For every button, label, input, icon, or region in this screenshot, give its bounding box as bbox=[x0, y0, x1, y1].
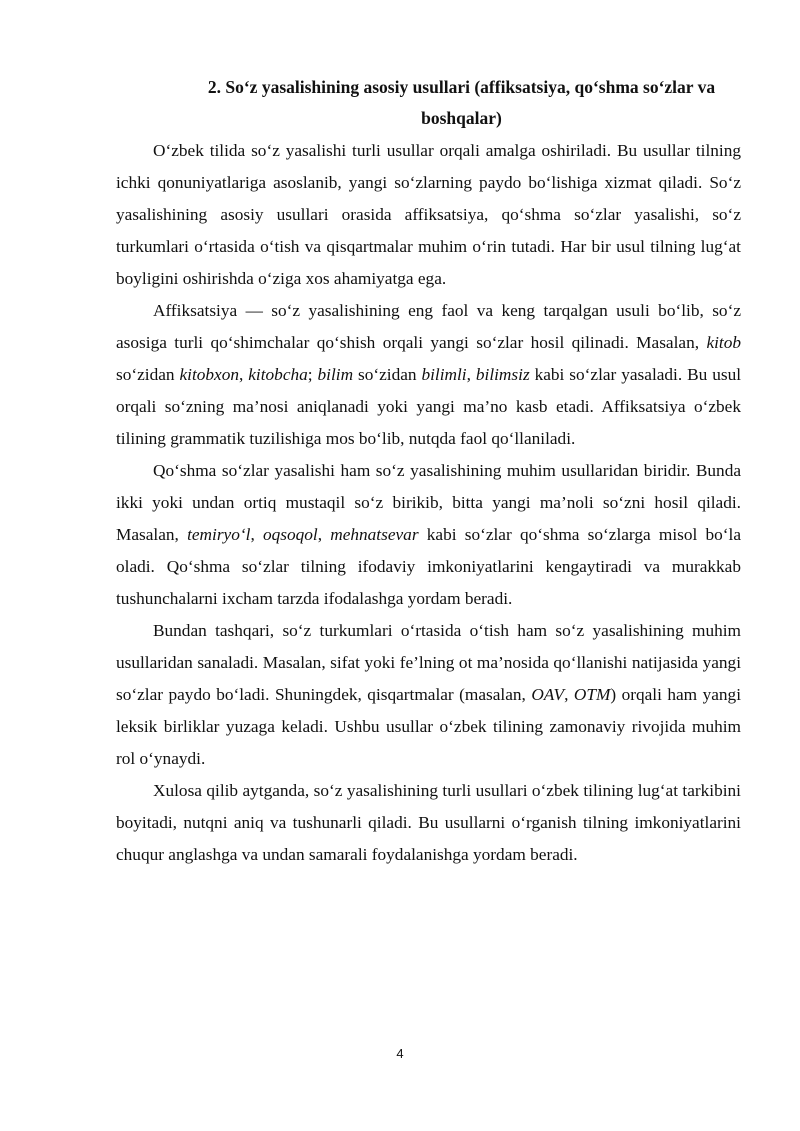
text-run: Affiksatsiya — so‘z yasalishining eng faol va keng tarqalgan usuli bo‘lib, so‘z asosiga turli qo‘shimchalar qo‘shish orqali yangi so‘zlar hosil qilinadi. Masalan, bbox=[116, 301, 741, 352]
page-content bbox=[116, 72, 741, 871]
text-run: , bbox=[239, 365, 249, 384]
example-word: temiryo‘l bbox=[187, 525, 251, 544]
paragraph-compound-words bbox=[116, 455, 741, 615]
text-run: ) orqali ham yangi leksik birliklar yuzaga keladi. Ushbu usullar o‘zbek tilining zamonaviy rivojida muhim rol o‘ynaydi. bbox=[116, 685, 741, 768]
example-word: bilimsiz bbox=[475, 365, 530, 384]
text-run: kabi so‘zlar qo‘shma so‘zlarga misol bo‘la oladi. Qo‘shma so‘zlar tilning ifodaviy imkoniyatlarini kengaytiradi va murakkab tushunchalarni ixcham tarzda ifodalashga yordam beradi. bbox=[116, 525, 742, 608]
paragraph-conclusion: Xulosa qilib aytganda, so‘z yasalishining turli usullari o‘zbek tilining lug‘at tarkibini boyitadi, nutqni aniq va tushunarli qiladi. Bu usullarni o‘rganish tilning imkoniyatlarini chuqur anglashga va undan samarali foydalanishga yordam beradi. bbox=[116, 781, 741, 864]
example-word: kitob bbox=[706, 333, 741, 352]
text-run: , bbox=[317, 525, 331, 544]
paragraph-affixation bbox=[116, 295, 741, 455]
example-word: kitobcha bbox=[248, 365, 308, 384]
text-run: Qo‘shma so‘zlar yasalishi ham so‘z yasalishining muhim usullaridan biridir. Bunda ikki yoki undan ortiq mustaqil so‘z birikib, bitta yangi ma’noli so‘zni hosil qiladi. Masalan, bbox=[116, 461, 741, 544]
page-number: 4 bbox=[396, 1046, 404, 1061]
example-word: kitobxon bbox=[179, 365, 239, 384]
text-run: Bundan tashqari, so‘z turkumlari o‘rtasida o‘tish ham so‘z yasalishining muhim usullaridan sanaladi. Masalan, sifat yoki fe’lning ot ma’nosida qo‘llanishi natijasida yangi so‘zlar paydo bo‘ladi. Shuningdek, qisqartmalar (masalan, bbox=[116, 621, 741, 704]
example-abbreviation: OAV bbox=[531, 685, 565, 704]
text-run: so‘zidan bbox=[353, 365, 422, 384]
paragraph-intro: O‘zbek tilida so‘z yasalishi turli usullar orqali amalga oshiriladi. Bu usullar tilning ichki qonuniyatlariga asoslanib, yangi so‘zlarning paydo bo‘lishiga xizmat qiladi. So‘z yasalishining asosiy usullari orasida affiksatsiya, qo‘shma so‘zlar yasalishi, so‘z turkumlari o‘rtasida o‘tish va qisqartmalar muhim o‘rin tutadi. Har bir usul tilning lug‘at boyligini oshirishda o‘ziga xos ahamiyatga ega. bbox=[116, 141, 741, 288]
section-heading: 2. So‘z yasalishining asosiy usullari (affiksatsiya, qo‘shma so‘zlar va boshqalar) bbox=[207, 77, 716, 128]
text-run: , bbox=[564, 685, 574, 704]
paragraph-conversion bbox=[116, 615, 741, 775]
example-word: bilimli bbox=[421, 365, 467, 384]
example-abbreviation: OTM bbox=[573, 685, 611, 704]
text-run: kabi so‘zlar yasaladi. Bu usul orqali so‘zning ma’nosi aniqlanadi yoki yangi ma’no kasb etadi. Affiksatsiya o‘zbek tilining grammatik tuzilishiga mos bo‘lib, nutqda faol qo‘llaniladi. bbox=[116, 365, 742, 448]
example-word: oqsoqol bbox=[262, 525, 318, 544]
example-word: mehnatsevar bbox=[330, 525, 419, 544]
example-word: bilim bbox=[317, 365, 354, 384]
text-run: , bbox=[466, 365, 476, 384]
text-run: ; bbox=[307, 365, 318, 384]
text-run: so‘zidan bbox=[116, 365, 180, 384]
text-run: , bbox=[250, 525, 263, 544]
